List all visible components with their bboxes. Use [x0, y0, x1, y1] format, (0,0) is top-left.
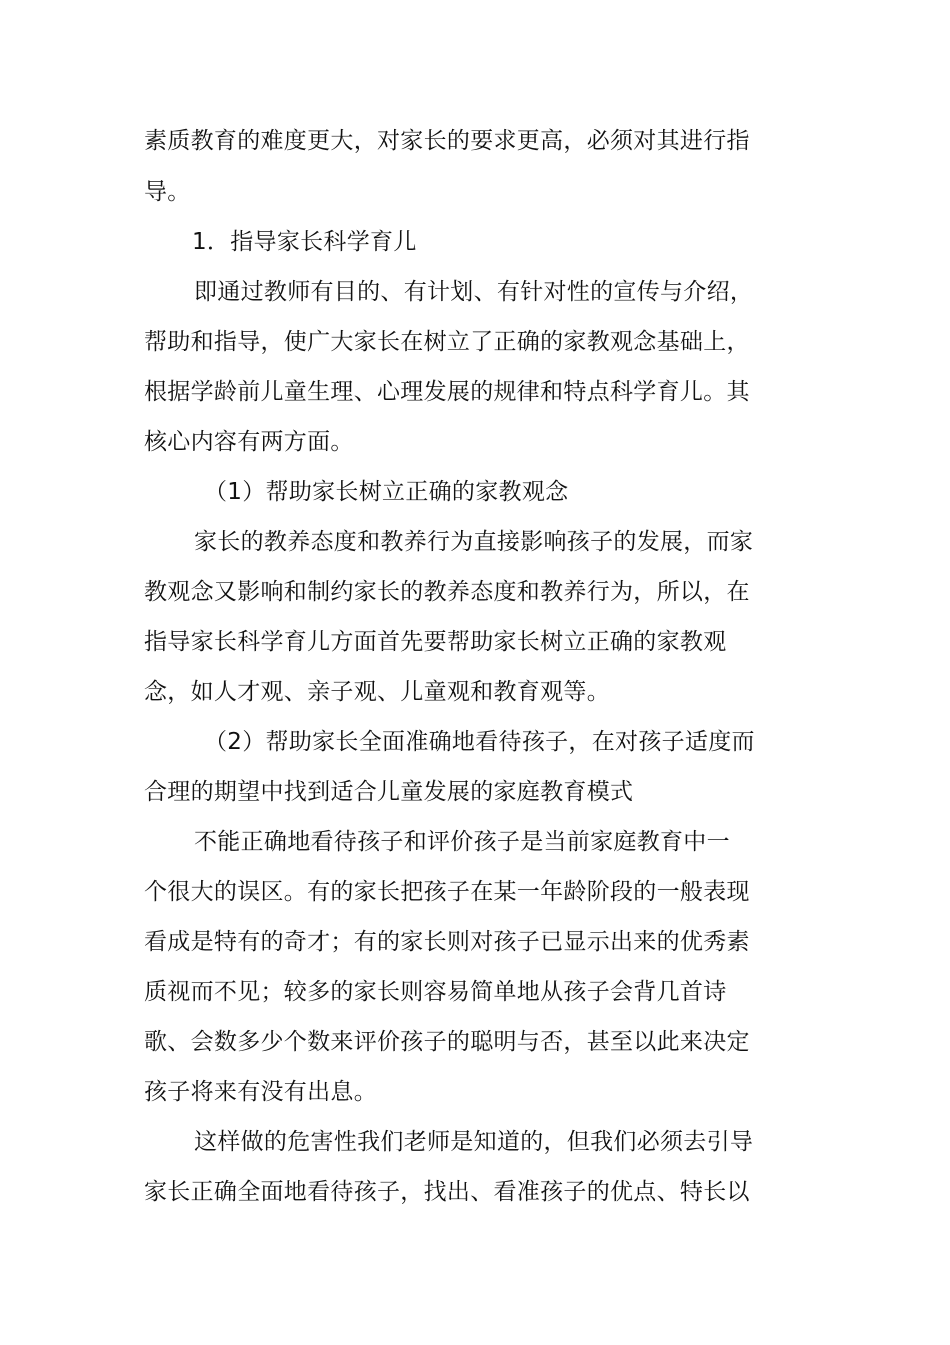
text-line: 导。 [144, 179, 191, 205]
subsection-heading: （2）帮助家长全面准确地看待孩子，在对孩子适度而 [204, 729, 755, 755]
text-line: 合理的期望中找到适合儿童发展的家庭教育模式 [144, 779, 634, 805]
subsection-heading: （1）帮助家长树立正确的家教观念 [204, 479, 569, 505]
text-line: 念，如人才观、亲子观、儿童观和教育观等。 [144, 679, 610, 705]
text-line: 个很大的误区。有的家长把孩子在某一年龄阶段的一般表现 [144, 879, 750, 905]
text-line: 核心内容有两方面。 [144, 429, 354, 455]
text-line: 家长正确全面地看待孩子，找出、看准孩子的优点、特长以 [144, 1179, 750, 1205]
text-line: 这样做的危害性我们老师是知道的，但我们必须去引导 [194, 1129, 754, 1155]
text-line: 教观念又影响和制约家长的教养态度和教养行为，所以，在 [144, 579, 750, 605]
text-line: 歌、会数多少个数来评价孩子的聪明与否，甚至以此来决定 [144, 1029, 750, 1055]
text-line: 根据学龄前儿童生理、心理发展的规律和特点科学育儿。其 [144, 379, 750, 405]
text-line: 孩子将来有没有出息。 [144, 1079, 377, 1105]
text-line: 指导家长科学育儿方面首先要帮助家长树立正确的家教观 [144, 629, 727, 655]
text-line: 不能正确地看待孩子和评价孩子是当前家庭教育中一 [194, 829, 730, 855]
text-line: 即通过教师有目的、有计划、有针对性的宣传与介绍， [194, 279, 754, 305]
section-heading: 1．指导家长科学育儿 [192, 229, 417, 255]
text-line: 素质教育的难度更大，对家长的要求更高，必须对其进行指 [144, 128, 750, 154]
text-line: 家长的教养态度和教养行为直接影响孩子的发展，而家 [194, 529, 754, 555]
text-line: 看成是特有的奇才；有的家长则对孩子已显示出来的优秀素 [144, 929, 750, 955]
text-line: 帮助和指导，使广大家长在树立了正确的家教观念基础上， [144, 329, 750, 355]
text-line: 质视而不见；较多的家长则容易简单地从孩子会背几首诗 [144, 979, 727, 1005]
